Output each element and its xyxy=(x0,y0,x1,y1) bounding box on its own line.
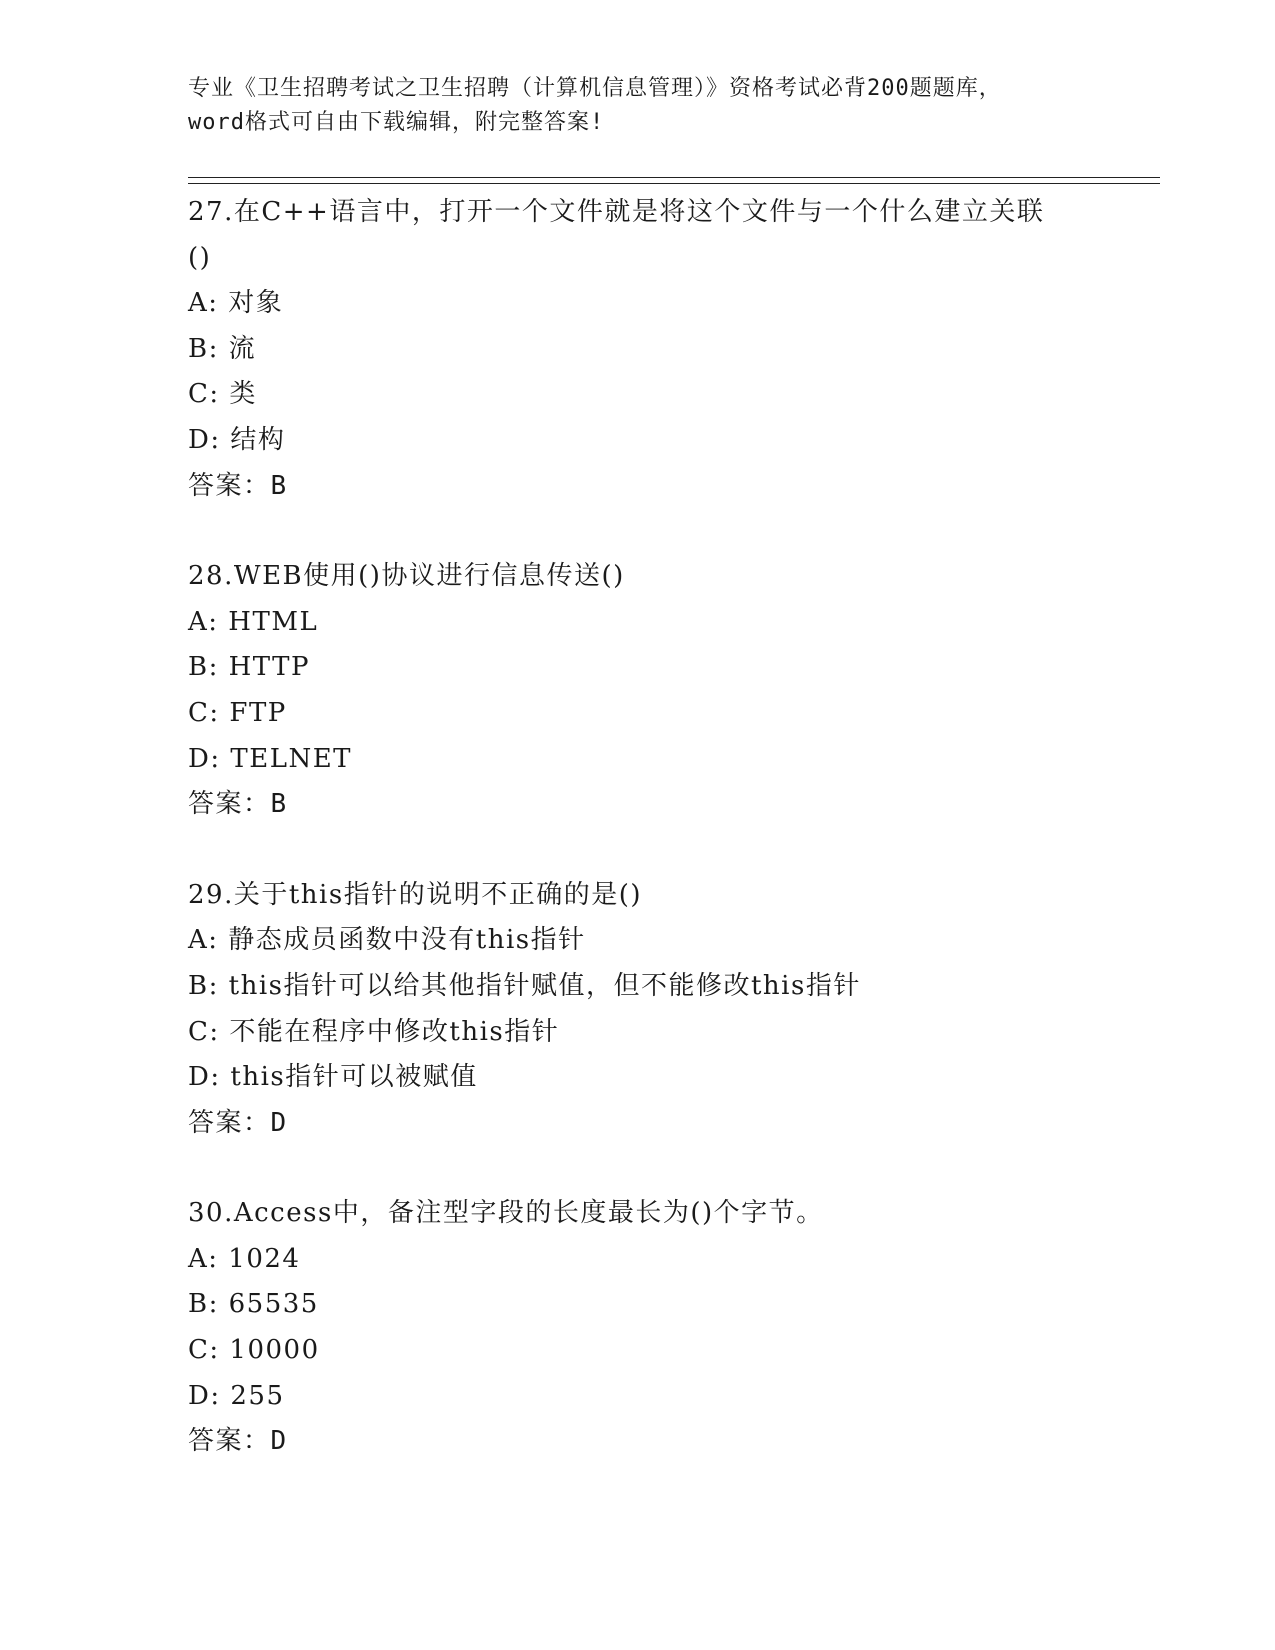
answer-label: 答案：B xyxy=(188,470,288,501)
header-divider-top xyxy=(188,177,1160,178)
option-b: B: 流 xyxy=(188,333,257,364)
option-b: B: 65535 xyxy=(188,1289,319,1320)
question-30 xyxy=(188,1191,1148,1465)
question-stem: 27.在C++语言中，打开一个文件就是将这个文件与一个什么建立关联 xyxy=(188,197,1045,227)
option-a: A: 静态成员函数中没有this指针 xyxy=(188,925,586,956)
question-stem: 29.关于this指针的说明不正确的是() xyxy=(188,879,642,910)
option-d: D: 255 xyxy=(188,1380,285,1411)
header-divider-bottom xyxy=(188,183,1160,184)
answer-label: 答案：B xyxy=(188,789,288,820)
question-stem: 30.Access中，备注型字段的长度最长为()个字节。 xyxy=(188,1198,824,1229)
answer-label: 答案：D xyxy=(188,1426,288,1457)
question-29 xyxy=(188,873,1148,1147)
header-line-1: 专业《卫生招聘考试之卫生招聘（计算机信息管理）》资格考试必背200题题库， xyxy=(188,76,1002,101)
option-a: A: HTML xyxy=(188,606,319,637)
option-d: D: this指针可以被赋值 xyxy=(188,1062,478,1093)
option-b: B: HTTP xyxy=(188,652,310,683)
option-a: A: 1024 xyxy=(188,1243,301,1274)
option-b: B: this指针可以给其他指针赋值，但不能修改this指针 xyxy=(188,970,861,1001)
question-stem-continued: () xyxy=(188,242,212,273)
answer-label: 答案：D xyxy=(188,1107,288,1138)
question-28 xyxy=(188,554,1148,828)
question-stem: 28.WEB使用()协议进行信息传送() xyxy=(188,561,625,592)
option-c: C: 类 xyxy=(188,379,257,410)
header-line-2: word格式可自由下载编辑，附完整答案! xyxy=(188,110,605,135)
question-27 xyxy=(188,190,1148,509)
option-c: C: 不能在程序中修改this指针 xyxy=(188,1016,560,1047)
document-header xyxy=(188,72,1088,140)
option-d: D: 结构 xyxy=(188,424,286,455)
option-a: A: 对象 xyxy=(188,288,284,319)
option-d: D: TELNET xyxy=(188,743,353,774)
question-list xyxy=(188,190,1148,1510)
option-c: C: FTP xyxy=(188,697,287,728)
option-c: C: 10000 xyxy=(188,1335,320,1366)
